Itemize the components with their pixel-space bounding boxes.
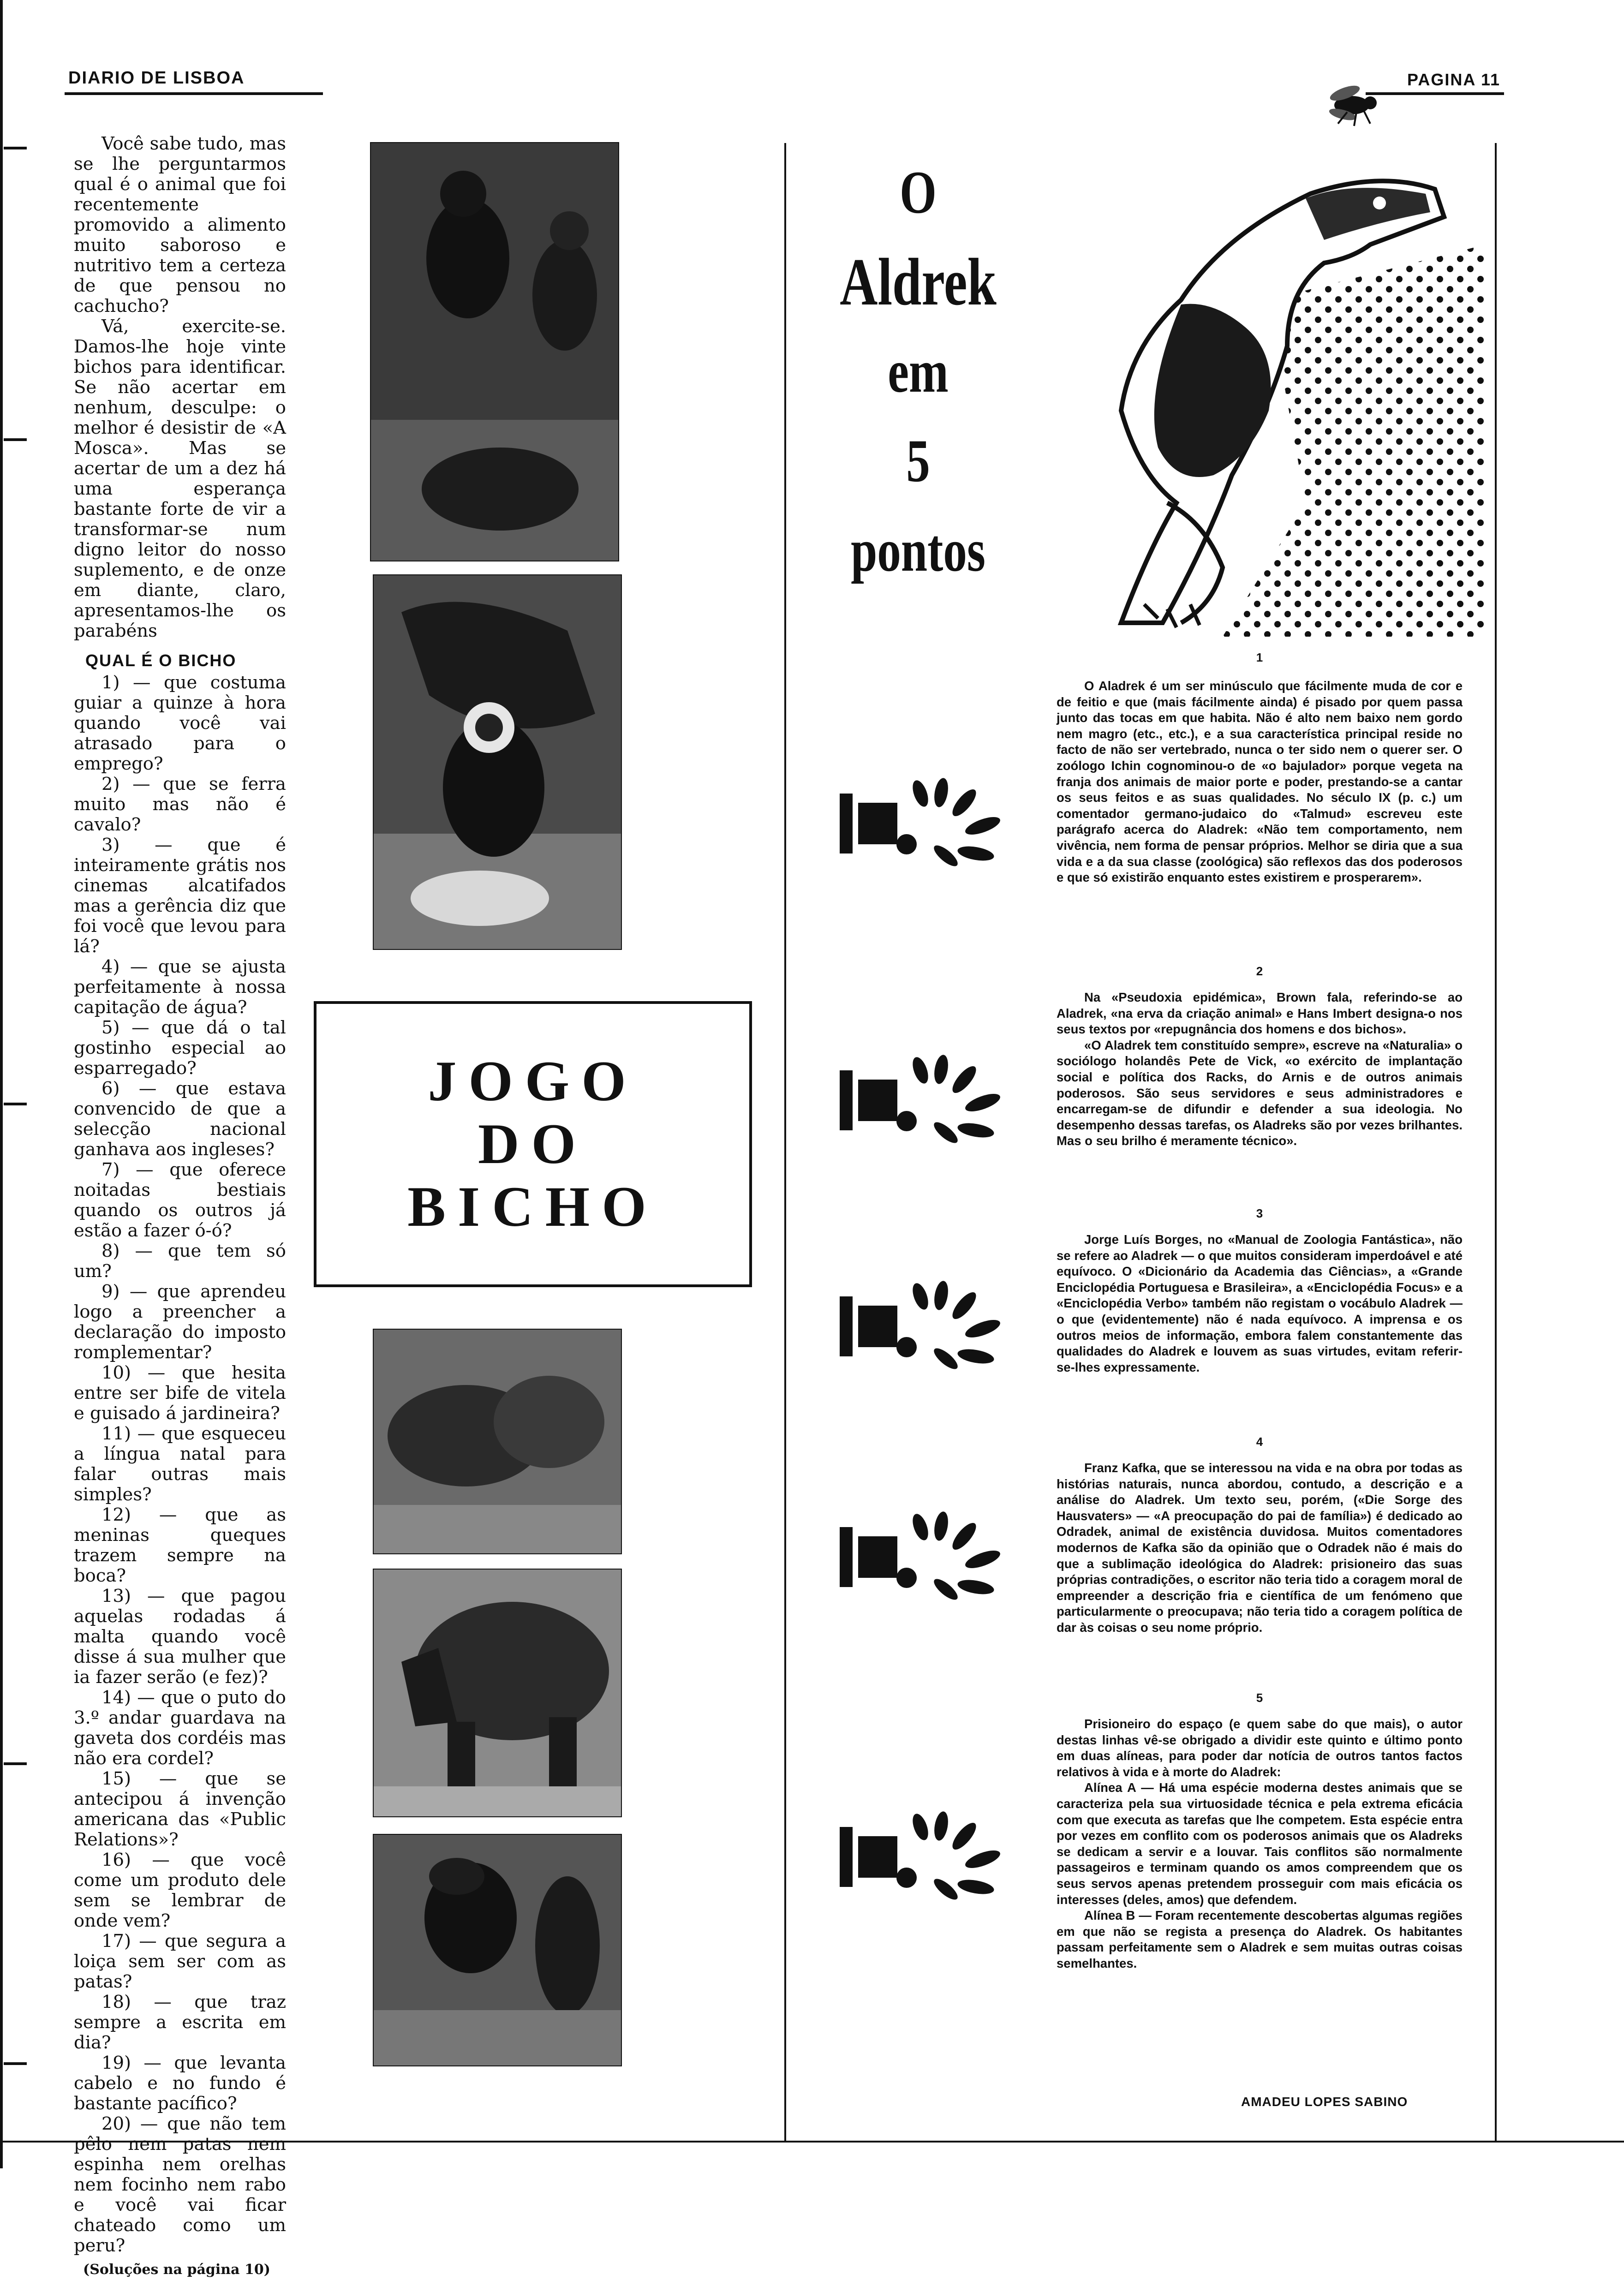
quiz-question: 15) — que se antecipou á invenção americana das «Public Relations»? [74,1768,286,1850]
section-text [1057,1232,1463,1375]
quiz-question: 16) — que você come um produto dele sem se lembrar de onde vem? [74,1850,286,1931]
section-number: 4 [1256,1435,1263,1449]
quiz-question: 19) — que levanta cabelo e no fundo é bastante pacífico? [74,2053,286,2114]
intro-paragraph: Você sabe tudo, mas se lhe perguntarmos qual é o animal que foi recentemente promovido a alimento muito saboroso e nutritivo tem a certeza de que pensou no cachucho? [74,133,286,316]
quiz-question: 18) — que traz sempre a escrita em dia? [74,1992,286,2053]
margin-mark [4,147,27,149]
article-column-rule [784,143,786,2141]
jogo-do-bicho-box [314,1001,752,1287]
quiz-question: 7) — que oferece noitadas bestiais quando os outros já estão a fazer ó-ó? [74,1159,286,1241]
quiz-question: 13) — que pagou aquelas rodadas á malta quando você disse á sua mulher que ia fazer serão (e fez)? [74,1586,286,1688]
section-paragraph: Alínea A — Há uma espécie moderna destes animais que se caracteriza pela sua virtuosidade técnica e pela extrema eficácia com que executa as tarefas que lhe competem. Esta espécie entra por vezes em conflito com os poderosos animais que os Aladreks se dedicam a servir e a louvar. Tais conflitos são normalmente passageiros e terminam quando os amos compreendem que os seus servos apenas pretendem prosseguir com mais eficácia os interesses (deles, amos) que defendem. [1057,1780,1463,1907]
header-rule-right [1366,92,1504,95]
quiz-column [74,134,286,2280]
quiz-question: 5) — que dá o tal gostinho especial ao esparregado? [74,1017,286,1079]
animal-photo-5 [373,1834,622,2066]
jogo-title-line: DO [478,1112,588,1176]
ornament-icon [837,775,1008,872]
quiz-question: 1) — que costuma guiar a quinze à hora quando você vai atrasado para o emprego? [74,672,286,774]
quiz-question: 2) — que se ferra muito mas não é cavalo? [74,774,286,835]
section-number: 2 [1256,964,1263,978]
headline-line: Aldrek [840,245,997,319]
headline-line: em [888,337,949,405]
intro-paragraph: Vá, exercite-se. Damos-lhe hoje vinte bichos para identificar. Se não acertar em nenhum, desculpe: o melhor é desistir de «A Mosca». Mas se acertar de um a dez há uma esperança bastante forte de vir a transformar-se num digno leitor do nosso suplemento, e de onze em diante, claro, apresentamos-lhe os parabéns [74,316,286,641]
headline-line: pontos [851,516,985,584]
ornament-icon [837,1808,1008,1905]
right-column-rule [1495,143,1497,2141]
quiz-question: 10) — que hesita entre ser bife de vitela e guisado á jardineira? [74,1362,286,1424]
section-paragraph: Jorge Luís Borges, no «Manual de Zoologia Fantástica», não se refere ao Aladrek — o que muitos consideram imperdoável e até equívoco. O «Dicionário da Academia das Ciências», a «Grande Enciclopédia Portuguesa e Brasileira», a «Enciclopédia Focus» e a «Enciclopédia Verbo» também não registam o vocábulo Aladrek — o que (evidentemente) não é nada equívoco. A imprensa e os outros meios de informação, embora falem constantemente das qualidades do Aladrek e louvem as suas virtudes, evitam referir-se-lhes expressamente. [1057,1232,1463,1374]
section-text [1057,990,1463,1149]
ornament-icon [837,1052,1008,1149]
animal-photo-3 [373,1329,622,1554]
section-paragraph: Na «Pseudoxia epidémica», Brown fala, referindo-se ao Aladrek, «na erva da criação animal» e Hans Imbert designa-o nos seus textos por «repugnância dos homens e dos bichos». [1057,990,1463,1037]
quiz-question: 9) — que aprendeu logo a preencher a declaração do imposto romplementar? [74,1281,286,1363]
solutions-note: (Soluções na página 10) [83,2262,270,2278]
section-paragraph: «O Aladrek tem constituído sempre», escreve na «Naturalia» o sociólogo holandês Pete de Vick, «o exército de implantação social e política dos Racks, do Arnis e de outros animais poderosos. São seus servidores e seus administradores e encarregam-se de difundir e defender a sua ideologia. No desempenho dessas tarefas, os Aladreks são por vezes brilhantes. Mas o seu brilho é meramente técnico». [1057,1038,1463,1148]
quiz-question: 11) — que esqueceu a língua natal para falar outras mais simples? [74,1423,286,1505]
fly-icon [1320,78,1379,128]
animal-photo-2 [373,574,622,950]
section-number: 1 [1256,651,1263,664]
margin-mark [4,1103,27,1105]
quiz-heading: QUAL É O BICHO [85,651,237,670]
margin-mark [4,438,27,441]
quiz-question: 12) — que as meninas queques trazem sempre na boca? [74,1504,286,1586]
headline-line: 5 [906,427,930,495]
headline-line: O [899,158,937,226]
animal-photo-1 [370,142,619,561]
section-paragraph: Prisioneiro do espaço (e quem sabe do que mais), o autor destas linhas vê-se obrigado a dividir este quinto e último ponto em duas alíneas, para poder dar notícia de outros tantos factos relativos à vida e à morte do Aladrek: [1057,1717,1463,1779]
jogo-title-line: JOGO [428,1050,638,1113]
margin-mark [4,1762,27,1765]
section-paragraph: Alínea B — Foram recentemente descobertas algumas regiões em que não se regista a presença do Aladrek. Os habitantes passam perfeitamente sem o Aladrek e sem muitas outras coisas semelhantes. [1057,1908,1463,1970]
quiz-question: 4) — que se ajusta perfeitamente à nossa capitação de água? [74,956,286,1018]
section-text [1057,1716,1463,1972]
article-headline [812,148,1024,595]
section-text [1057,1460,1463,1636]
quiz-question: 3) — que é inteiramente grátis nos cinemas alcatifados mas a gerência diz que foi você que levou para lá? [74,835,286,957]
header-rule-left [65,92,323,95]
author-signature: AMADEU LOPES SABINO [1241,2095,1408,2109]
jogo-title-line: BICHO [407,1175,658,1238]
section-paragraph: Franz Kafka, que se interessou na vida e na obra por todas as histórias naturais, nunca abordou, contudo, a descrição e a análise do Aladrek. Um texto seu, porém, («Die Sorge des Hausvaters» — «A preocupação do pai de família») é dedicado ao Odradek, animal de existência duvidosa. Muitos comentadores modernos de Kafka são da opinião que o Odradek não é mais do que a sublimação ideológica do Aladrek: prisioneiro das suas próprias contradições, o escritor não teria tido a coragem moral de empreender a descrição fria e científica de um fenómeno que particularmente o preocupava; não teria tido a coragem política de dar às coisas o seu nome próprio. [1057,1461,1463,1635]
animal-photo-4 [373,1569,622,1817]
quiz-question: 20) — que não tem pêlo nem patas nem espinha nem orelhas nem focinho nem rabo e você vai ficar chateado como um peru? [74,2113,286,2256]
quiz-question: 17) — que segura a loiça sem ser com as patas? [74,1931,286,1992]
margin-mark [4,2062,27,2065]
quiz-question: 8) — que tem só um? [74,1241,286,1282]
quiz-question: 14) — que o puto do 3.º andar guardava na gaveta dos cordéis mas não era cordel? [74,1687,286,1769]
section-number: 5 [1256,1691,1263,1705]
ornament-icon [837,1278,1008,1375]
section-paragraph: O Aladrek é um ser minúsculo que fácilmente muda de cor e de feitio e que (mais fácilmente ainda) é pisado por quem passa junto das tocas em que habita. Não é alto nem baixo nem gordo nem magro (etc., etc.), e a sua característica principal reside no facto de não ser vertebrado, nunca o ter sido nem o querer ser. O zoólogo Ichin cognominou-o de «o bajulador» porque vegeta na franja dos animais de maior porte e poder, prestando-se a cantar os seus feitos e as suas qualidades. No século IX (p. c.) um comentador germano-judaico do «Talmud» escreveu este parágrafo acerca do Aladrek: «Não tem comportamento, nem vivência, nem forma de pensar próprios. Melhor se diria que a sua vida e a da sua classe (zoológica) são reflexos das dos poderosos e que só existirão enquanto estes existirem e prosperarem». [1057,679,1463,885]
page-label: PAGINA 11 [1407,70,1501,89]
paper-name: DIARIO DE LISBOA [68,68,245,88]
quiz-question: 6) — que estava convencido de que a selecção nacional ganhava aos ingleses? [74,1078,286,1160]
left-page-border [0,0,3,2168]
ornament-icon [837,1509,1008,1606]
lizard-illustration [1029,152,1486,637]
section-text [1057,678,1463,886]
section-number: 3 [1256,1206,1263,1220]
